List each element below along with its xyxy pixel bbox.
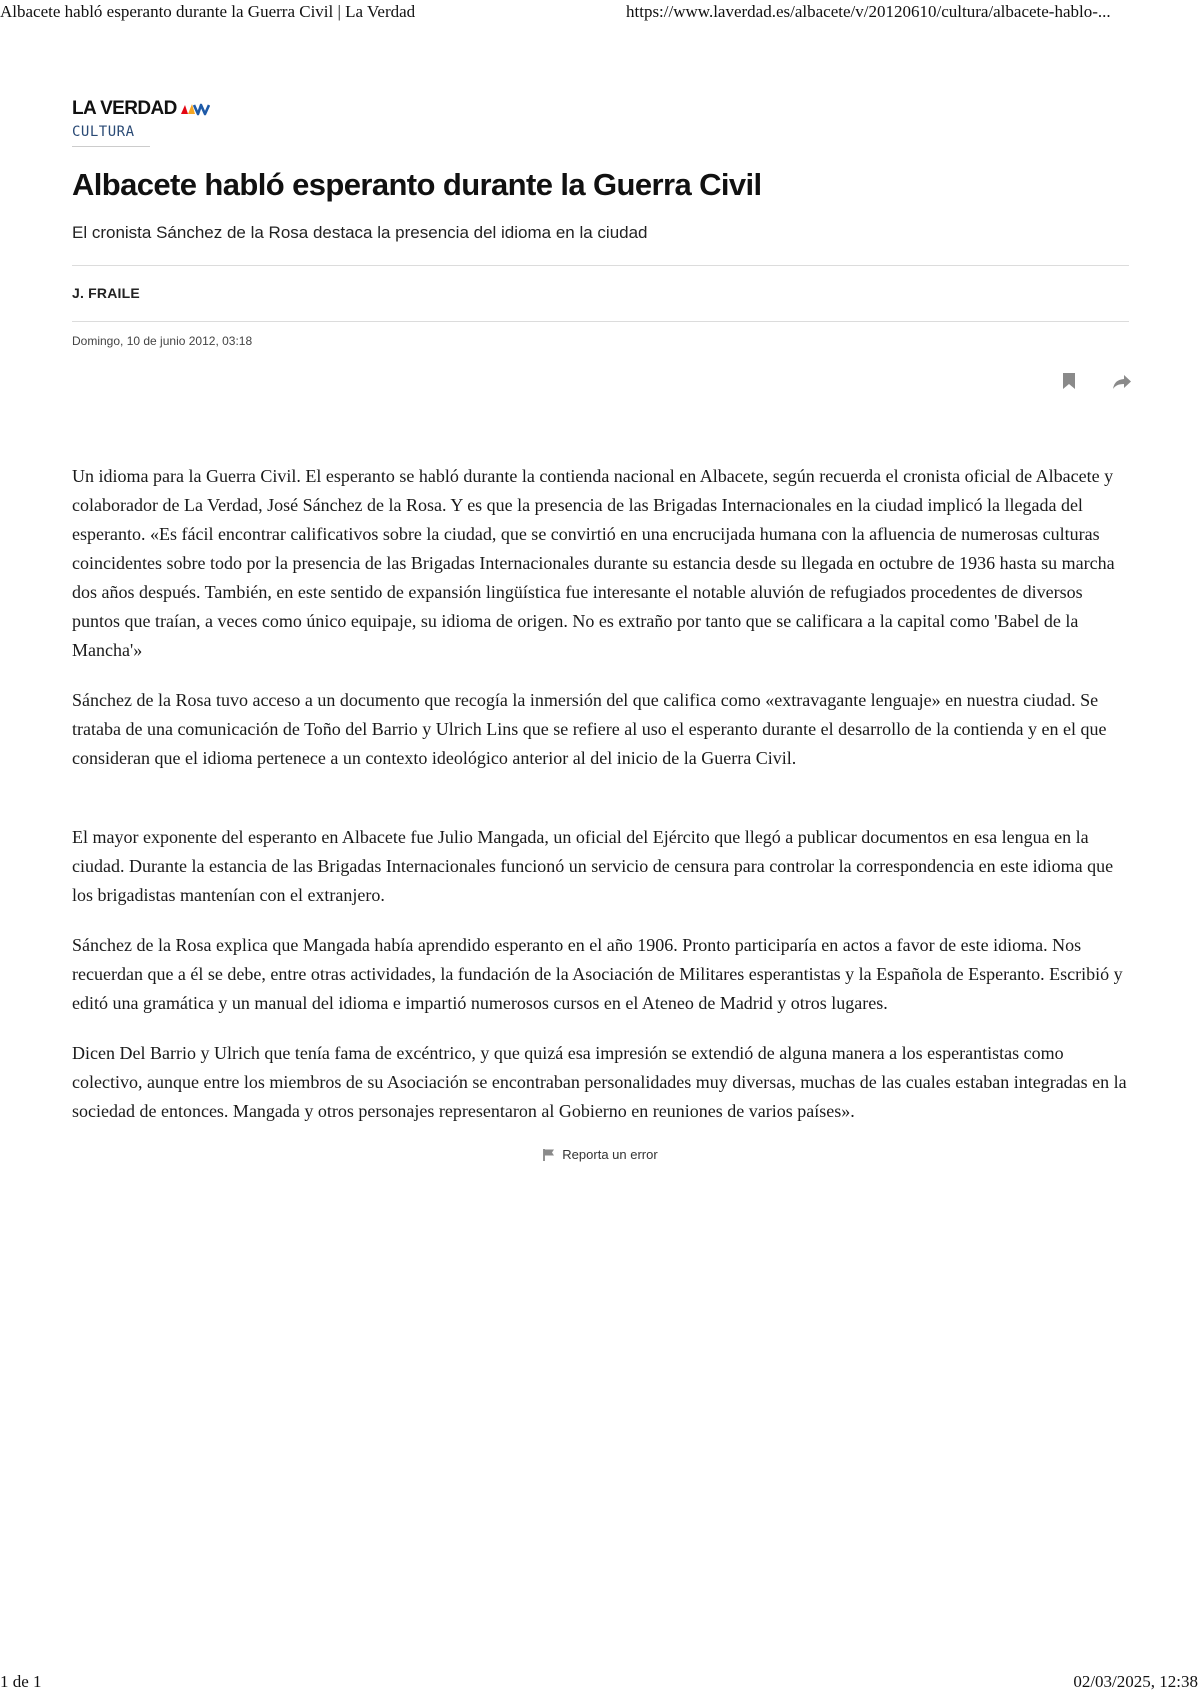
site-logo[interactable]: [72, 96, 1129, 122]
report-error-label: Reporta un error: [562, 1147, 658, 1162]
article: [72, 96, 1129, 1162]
print-page-url: https://www.laverdad.es/albacete/v/20120610/cultura/albacete-hablo-...: [626, 2, 1111, 21]
logo-text: LA VERDAD: [72, 98, 177, 119]
article-paragraph: Sánchez de la Rosa explica que Mangada había aprendido esperanto en el año 1906. Pronto participaría en actos a favor de este idioma. Nos recuerdan que a él se debe, entre otras actividades, la fundación de la Asociación de Militares esperantistas y la Española de Esperanto. Escribió y editó una gramática y un manual del idioma e impartió numerosos cursos en el Ateneo de Madrid y otros lugares.: [72, 935, 1123, 1013]
print-header: [0, 0, 1200, 26]
article-paragraph: Sánchez de la Rosa tuvo acceso a un documento que recogía la inmersión del que califica como «extravagante lenguaje» en nuestra ciudad. Se trataba de una comunicación de Toño del Barrio y Ulrich Lins que se refiere al uso el esperanto durante el desarrollo de la contienda y en el que consideran que el idioma pertenece a un contexto ideológico anterior al del inicio de la Guerra Civil.: [72, 690, 1107, 768]
print-page-number: 1 de 1: [0, 1672, 42, 1691]
bookmark-icon[interactable]: [1062, 372, 1076, 390]
flag-icon: [543, 1148, 556, 1162]
section-label[interactable]: CULTURA: [72, 124, 150, 147]
print-footer: [0, 1670, 1200, 1694]
article-body: [72, 462, 1129, 1126]
report-error-button[interactable]: [72, 1147, 1129, 1162]
print-page-title: Albacete habló esperanto durante la Guerra Civil | La Verdad: [0, 2, 416, 21]
article-paragraph: Dicen Del Barrio y Ulrich que tenía fama de excéntrico, y que quizá esa impresión se extendió de alguna manera a los esperantistas como colectivo, aunque entre los miembros de su Asociación se encontraban personalidades muy diversas, muchas de las cuales estaban integradas en la sociedad de entonces. Mangada y otros personajes representaron al Gobierno en reuniones de varios países».: [72, 1043, 1127, 1121]
share-icon[interactable]: [1112, 374, 1132, 390]
article-headline: Albacete habló esperanto durante la Guerra Civil: [72, 167, 762, 202]
article-tools: [72, 362, 1129, 402]
article-author[interactable]: J. FRAILE: [72, 285, 140, 301]
article-subtitle: El cronista Sánchez de la Rosa destaca la presencia del idioma en la ciudad: [72, 223, 648, 242]
print-datetime: 02/03/2025, 12:38: [1073, 1672, 1198, 1691]
divider: [72, 265, 1129, 266]
divider: [72, 321, 1129, 322]
article-paragraph: Un idioma para la Guerra Civil. El esperanto se habló durante la contienda nacional en Albacete, según recuerda el cronista oficial de Albacete y colaborador de La Verdad, José Sánchez de la Rosa. Y es que la presencia de las Brigadas Internacionales en la ciudad implicó la llegada del esperanto. «Es fácil encontrar calificativos sobre la ciudad, que se convirtió en una encrucijada humana con la afluencia de numerosas culturas coincidentes sobre todo por la presencia de las Brigadas Internacionales durante su estancia desde su llegada en octubre de 1936 hasta su marcha dos años después. También, en este sentido de expansión lingüística fue interesante el notable aluvión de refugiados procedentes de diversos puntos que traían, a veces como único equipaje, su idioma de origen. No es extraño por tanto que se calificara a la capital como 'Babel de la Mancha'»: [72, 466, 1115, 660]
logo-mark-icon: [180, 102, 210, 116]
article-date: Domingo, 10 de junio 2012, 03:18: [72, 334, 253, 348]
article-paragraph: El mayor exponente del esperanto en Albacete fue Julio Mangada, un oficial del Ejército que llegó a publicar documentos en esa lengua en la ciudad. Durante la estancia de las Brigadas Internacionales funcionó un servicio de censura para controlar la correspondencia en este idioma que los brigadistas mantenían con el extranjero.: [72, 827, 1114, 905]
